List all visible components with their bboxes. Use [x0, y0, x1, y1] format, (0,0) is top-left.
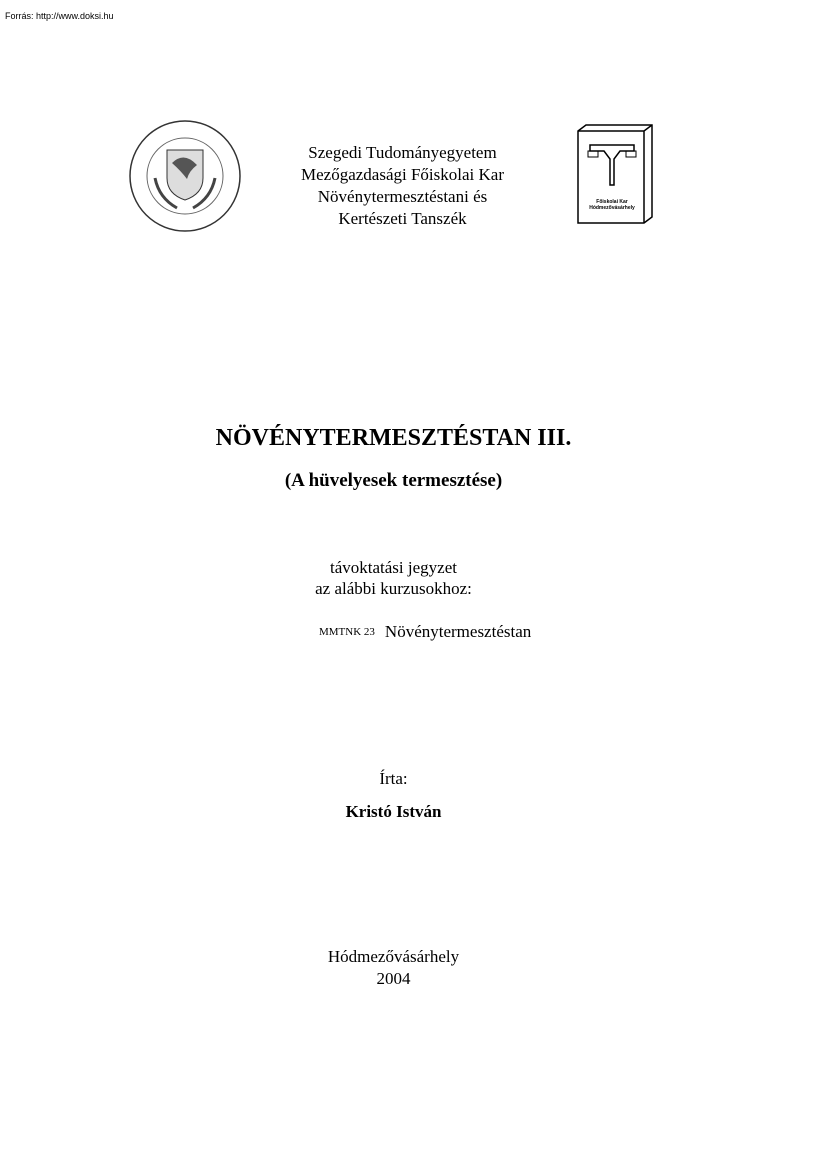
header-line: Szegedi Tudományegyetem [308, 143, 497, 162]
course-code: MMTNK 23 [319, 626, 375, 638]
header-line: Mezőgazdasági Főiskolai Kar [301, 165, 504, 184]
note-line: az alábbi kurzusokhoz: [315, 579, 472, 598]
svg-text:Főiskolai Kar: Főiskolai Kar [596, 199, 628, 205]
document-subtitle: (A hüvelyesek termesztése) [284, 470, 503, 491]
svg-text:Hódmezővásárhely: Hódmezővásárhely [589, 205, 635, 211]
author-name: Kristó István [345, 802, 442, 821]
note-line: távoktatási jegyzet [330, 558, 457, 577]
header-line: Növénytermesztéstani és [317, 187, 488, 206]
place: Hódmezővásárhely [327, 947, 460, 966]
institution-header [250, 142, 555, 230]
document-title: NÖVÉNYTERMESZTÉSTAN III. [215, 425, 572, 451]
course-entry [319, 622, 531, 642]
year: 2004 [376, 969, 411, 988]
header-line: Kertészeti Tanszék [338, 209, 467, 228]
course-name: Növénytermesztéstan [384, 622, 532, 641]
university-seal-logo [127, 118, 243, 234]
college-logo [576, 123, 654, 225]
author-label: Írta: [379, 769, 408, 788]
note [0, 557, 787, 599]
source-link[interactable]: Forrás: http://www.doksi.hu [5, 11, 114, 21]
